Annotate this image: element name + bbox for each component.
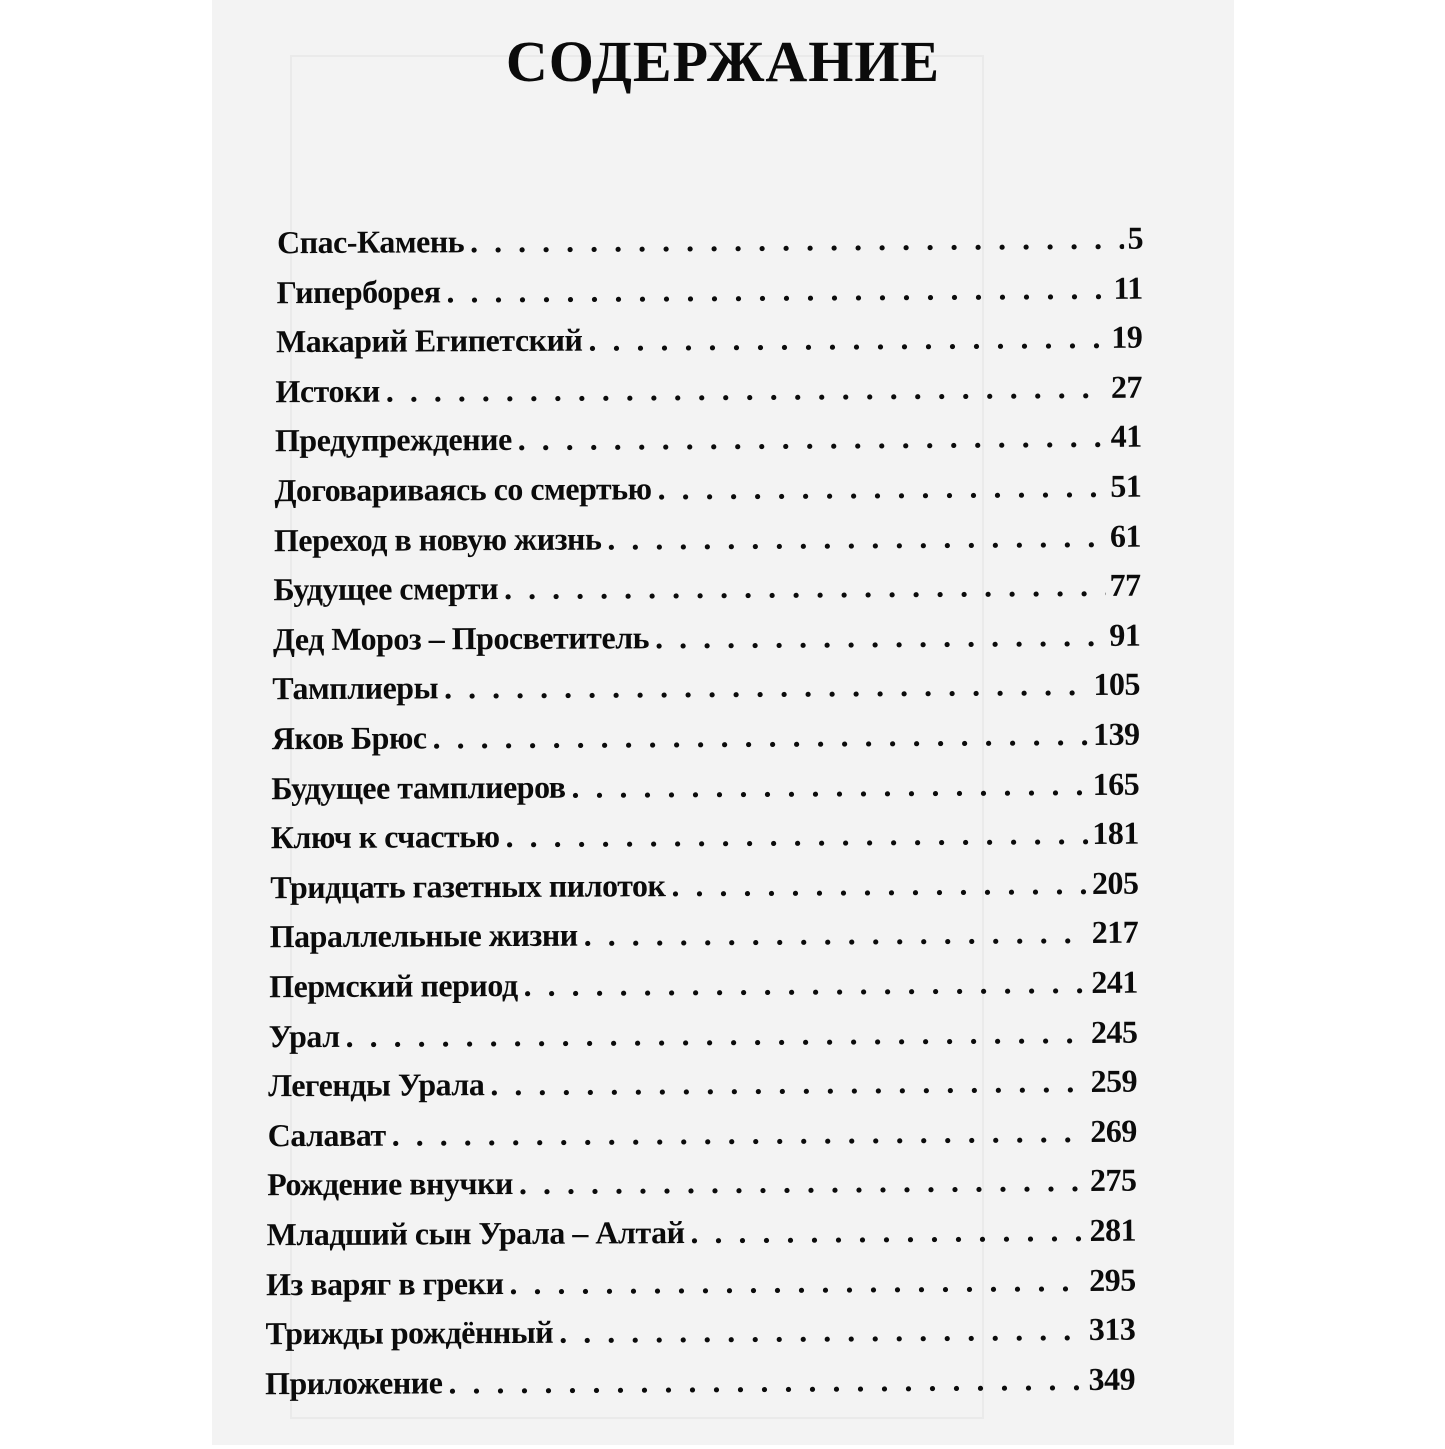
leader-dots: [444, 666, 1090, 706]
toc-entry: [277, 220, 1143, 265]
leader-dots: [386, 369, 1107, 410]
leader-dots: [509, 1262, 1085, 1302]
leader-dots: [671, 865, 1088, 904]
toc-entry-title: Спас-Камень: [276, 223, 465, 261]
toc-entry-page: 139: [1092, 715, 1140, 752]
toc-entry: [274, 517, 1141, 562]
toc-entry-page: 245: [1090, 1013, 1138, 1050]
toc-entry-page: 19: [1111, 318, 1143, 356]
toc-entry: [269, 964, 1138, 1009]
toc-entry: [267, 1212, 1137, 1257]
toc-entry-title: Макарий Египетский: [275, 321, 583, 360]
toc-entry-title: Трижды рождённый: [265, 1313, 554, 1352]
toc-entry: [275, 418, 1142, 463]
toc-entry: [268, 1113, 1137, 1158]
toc-entry-title: Рождение внучки: [267, 1165, 513, 1203]
toc-entry-page: 41: [1110, 418, 1142, 455]
toc-entry: [275, 368, 1142, 413]
toc-entry-title: Гиперборея: [276, 272, 441, 310]
toc-entry-title: Истоки: [275, 372, 380, 410]
leader-dots: [470, 220, 1124, 260]
leader-dots: [432, 716, 1089, 756]
leader-dots: [490, 1063, 1086, 1103]
leader-dots: [655, 617, 1105, 656]
toc-entry-page: 51: [1110, 467, 1142, 504]
toc-entry: [269, 1013, 1138, 1058]
toc-entry: [276, 269, 1142, 314]
toc-entry-page: 165: [1092, 765, 1140, 802]
toc-entry-page: 91: [1109, 616, 1141, 653]
toc-entry: [271, 765, 1139, 810]
toc-entry-title: Пермский период: [269, 966, 518, 1005]
leader-dots: [392, 1113, 1087, 1154]
toc-entry-page: 181: [1092, 814, 1139, 852]
toc-entry-page: 269: [1090, 1112, 1137, 1149]
leader-dots: [690, 1212, 1085, 1251]
toc-entry: [271, 815, 1139, 860]
toc-entry-title: Будущее смерти: [273, 570, 499, 608]
toc-entry-title: Салават: [267, 1116, 386, 1154]
toc-entry-title: Переход в новую жизнь: [273, 520, 602, 558]
toc-entry: [274, 468, 1141, 513]
toc-entry: [273, 567, 1140, 612]
toc-entry-title: Дед Мороз – Просветитель: [272, 619, 650, 658]
leader-dots: [607, 517, 1106, 557]
toc-entry-title: Младший сын Урала – Алтай: [266, 1214, 685, 1253]
toc-entry: [272, 666, 1140, 711]
toc-entry: [270, 865, 1138, 910]
toc-entry-title: Будущее тамплиеров: [271, 768, 566, 806]
toc-entry-page: 217: [1091, 914, 1139, 951]
toc-entry: [268, 1063, 1137, 1108]
toc-entry-title: Тридцать газетных пилоток: [270, 866, 666, 906]
toc-entry-page: 61: [1109, 517, 1142, 554]
toc-entry-title: Легенды Урала: [268, 1066, 485, 1104]
toc-entry-title: Яков Брюс: [271, 719, 427, 757]
leader-dots: [519, 1162, 1086, 1202]
toc-entry-title: Тамплиеры: [272, 669, 439, 707]
toc-entry-title: Урал: [268, 1017, 340, 1054]
leader-dots: [446, 269, 1109, 309]
leader-dots: [588, 319, 1107, 359]
toc-entry-title: Приложение: [264, 1364, 443, 1402]
toc-entry-title: Ключ к счастью: [270, 818, 500, 856]
toc-entry-page: 241: [1091, 963, 1138, 1000]
toc-entry: [270, 914, 1139, 959]
toc-entry: [272, 716, 1140, 761]
toc-entry-page: 27: [1110, 368, 1143, 405]
toc-entry-page: 105: [1093, 666, 1141, 703]
toc-entry-title: Из варяг в греки: [265, 1264, 504, 1302]
toc-entry: [267, 1162, 1136, 1207]
leader-dots: [448, 1361, 1084, 1401]
leader-dots: [523, 964, 1087, 1004]
toc-entry-page: 259: [1090, 1062, 1138, 1100]
toc-entry-page: 295: [1089, 1261, 1136, 1298]
toc-entry-page: 205: [1091, 864, 1139, 901]
toc-entry: [276, 319, 1143, 364]
toc-entry-page: 11: [1113, 269, 1143, 306]
leader-dots: [559, 1311, 1085, 1351]
leader-dots: [571, 766, 1088, 806]
toc-entry-page: 281: [1089, 1211, 1137, 1248]
leader-dots: [584, 914, 1088, 954]
toc-entry-title: Предупреждение: [274, 421, 512, 459]
toc-entry-page: 275: [1089, 1162, 1137, 1199]
toc-entry-title: Параллельные жизни: [269, 917, 578, 955]
toc-entry-page: 313: [1088, 1310, 1136, 1348]
leader-dots: [518, 418, 1107, 458]
page-title: СОДЕРЖАНИЕ: [505, 29, 941, 94]
toc-entry: [273, 616, 1141, 661]
toc-entry-page: 5: [1127, 219, 1144, 256]
toc-entry: [265, 1311, 1135, 1356]
leader-dots: [504, 567, 1106, 607]
leader-dots: [345, 1014, 1087, 1055]
toc-entry-page: 349: [1088, 1360, 1136, 1397]
toc-entry: [265, 1361, 1135, 1406]
toc-entry: [266, 1261, 1136, 1306]
toc-entry-title: Договариваясь со смертью: [274, 470, 652, 509]
toc-entry-page: 77: [1109, 566, 1141, 604]
leader-dots: [505, 815, 1088, 855]
leader-dots: [657, 468, 1106, 507]
